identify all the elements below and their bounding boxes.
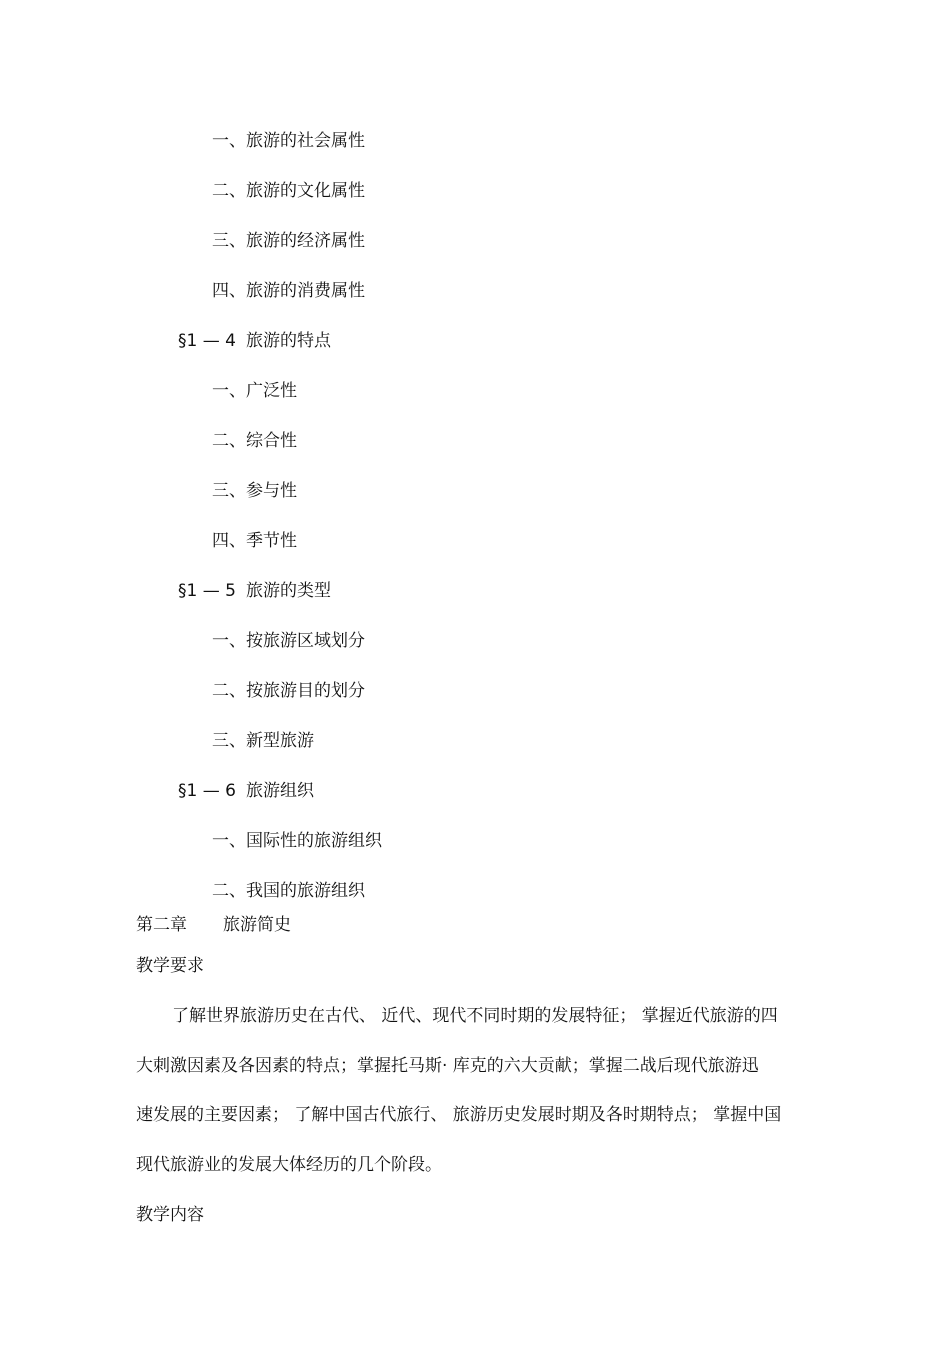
requirements-line: 现代旅游业的发展大体经历的几个阶段。 — [136, 1155, 442, 1175]
outline-item: 一、按旅游区域划分 — [212, 631, 365, 651]
section-title: 旅游的特点 — [246, 331, 331, 351]
section-heading — [178, 779, 314, 803]
outline-item: 一、旅游的社会属性 — [212, 131, 365, 151]
outline-item: 三、新型旅游 — [212, 731, 314, 751]
outline-item: 三、旅游的经济属性 — [212, 231, 365, 251]
section-title: 旅游的类型 — [246, 581, 331, 601]
chapter-heading — [136, 913, 291, 937]
outline-item: 二、按旅游目的划分 — [212, 681, 365, 701]
section-number: §1 — 6 — [178, 781, 236, 801]
outline-item: 一、广泛性 — [212, 381, 297, 401]
outline-item: 二、旅游的文化属性 — [212, 181, 365, 201]
section-number: §1 — 4 — [178, 331, 236, 351]
outline-item: 一、国际性的旅游组织 — [212, 831, 382, 851]
chapter-label: 第二章 — [136, 915, 187, 935]
section-heading — [178, 579, 331, 603]
section-number: §1 — 5 — [178, 581, 236, 601]
outline-item: 三、参与性 — [212, 481, 297, 501]
section-heading — [178, 329, 331, 353]
chapter-title: 旅游简史 — [223, 915, 291, 935]
outline-item: 二、我国的旅游组织 — [212, 881, 365, 901]
requirements-line: 了解世界旅游历史在古代、 近代、现代不同时期的发展特征； 掌握近代旅游的四 — [172, 1006, 778, 1026]
outline-item: 四、季节性 — [212, 531, 297, 551]
section-title: 旅游组织 — [246, 781, 314, 801]
requirements-line: 大刺激因素及各因素的特点；掌握托马斯· 库克的六大贡献；掌握二战后现代旅游迅 — [136, 1056, 759, 1076]
content-heading: 教学内容 — [136, 1205, 204, 1225]
outline-item: 四、旅游的消费属性 — [212, 281, 365, 301]
requirements-heading: 教学要求 — [136, 956, 204, 976]
outline-item: 二、综合性 — [212, 431, 297, 451]
requirements-line: 速发展的主要因素； 了解中国古代旅行、 旅游历史发展时期及各时期特点； 掌握中国 — [136, 1105, 782, 1125]
